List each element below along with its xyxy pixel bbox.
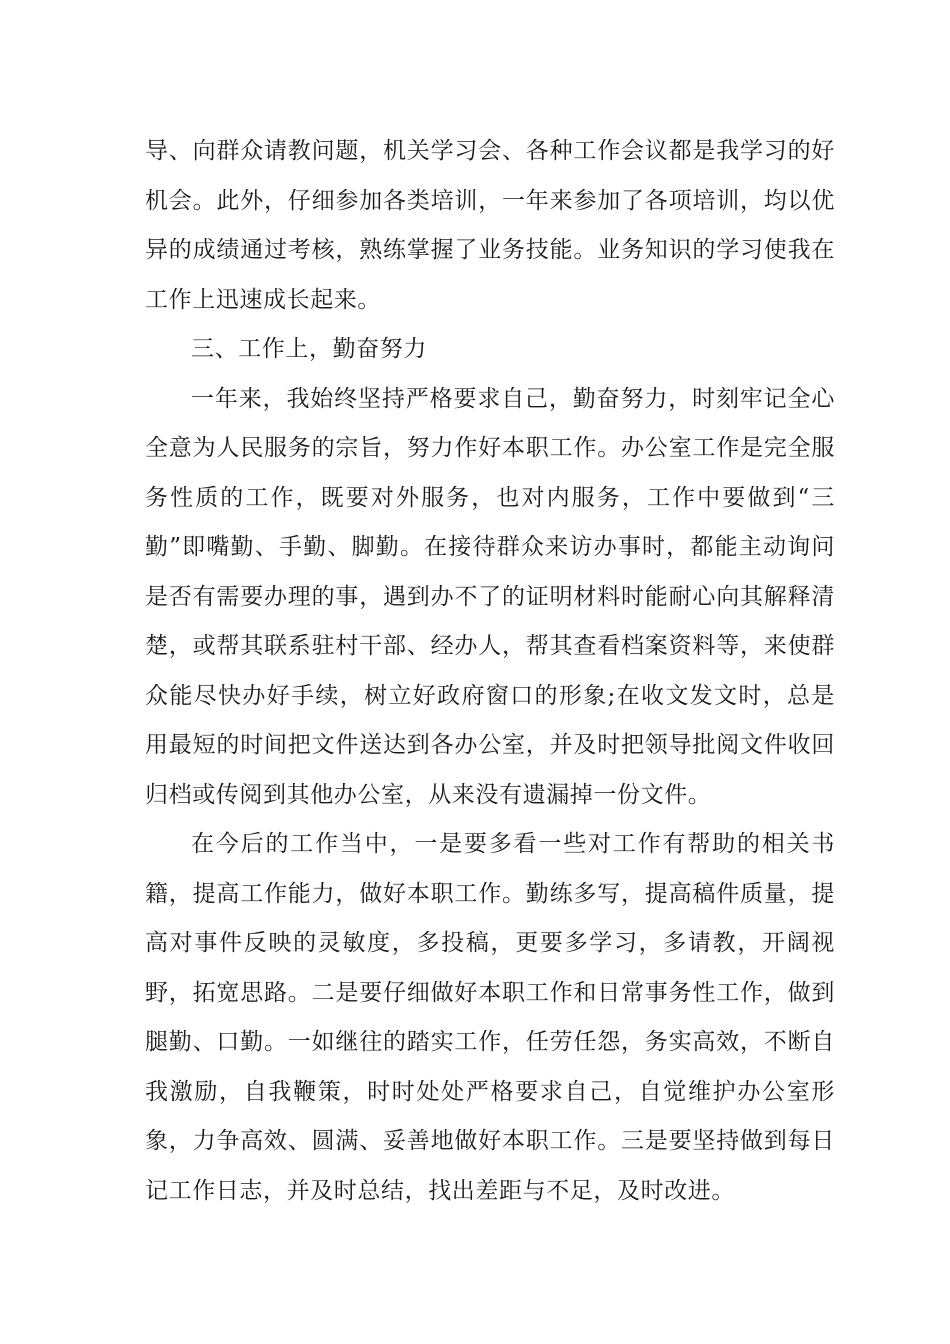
paragraph-future-plans: 在今后的工作当中，一是要多看一些对工作有帮助的相关书籍，提高工作能力，做好本职工作。勤练多写，提高稿件质量，提高对事件反映的灵敏度，多投稿，更要多学习，多请教，开阔视野，拓宽思路。二是要仔细做好本职工作和日常事务性工作，做到腿勤、口勤。一如继往的踏实工作，任劳任怨，务实高效，不断自我激励，自我鞭策，时时处处严格要求自己，自觉维护办公室形象，力争高效、圆满、妥善地做好本职工作。三是要坚持做到每日记工作日志，并及时总结，找出差距与不足，及时改进。 [145,831,835,1204]
section-heading-3: 三、工作上，勤奋努力 [191,336,427,362]
document-body [145,127,835,1216]
paragraph-work-diligence: 一年来，我始终坚持严格要求自己，勤奋努力，时刻牢记全心全意为人民服务的宗旨，努力作好本职工作。办公室工作是完全服务性质的工作，既要对外服务，也对内服务，工作中要做到“三勤”即嘴勤、手勤、脚勤。在接待群众来访办事时，都能主动询问是否有需要办理的事，遇到办不了的证明材料时能耐心向其解释清楚，或帮其联系驻村干部、经办人，帮其查看档案资料等，来使群众能尽快办好手续，树立好政府窗口的形象;在收文发文时，总是用最短的时间把文件送达到各办公室，并及时把领导批阅文件收回归档或传阅到其他办公室，从来没有遗漏掉一份文件。 [145,385,835,808]
paragraph-continued: 导、向群众请教问题，机关学习会、各种工作会议都是我学习的好机会。此外，仔细参加各类培训，一年来参加了各项培训，均以优异的成绩通过考核，熟练掌握了业务技能。业务知识的学习使我在工作上迅速成长起来。 [145,138,835,313]
